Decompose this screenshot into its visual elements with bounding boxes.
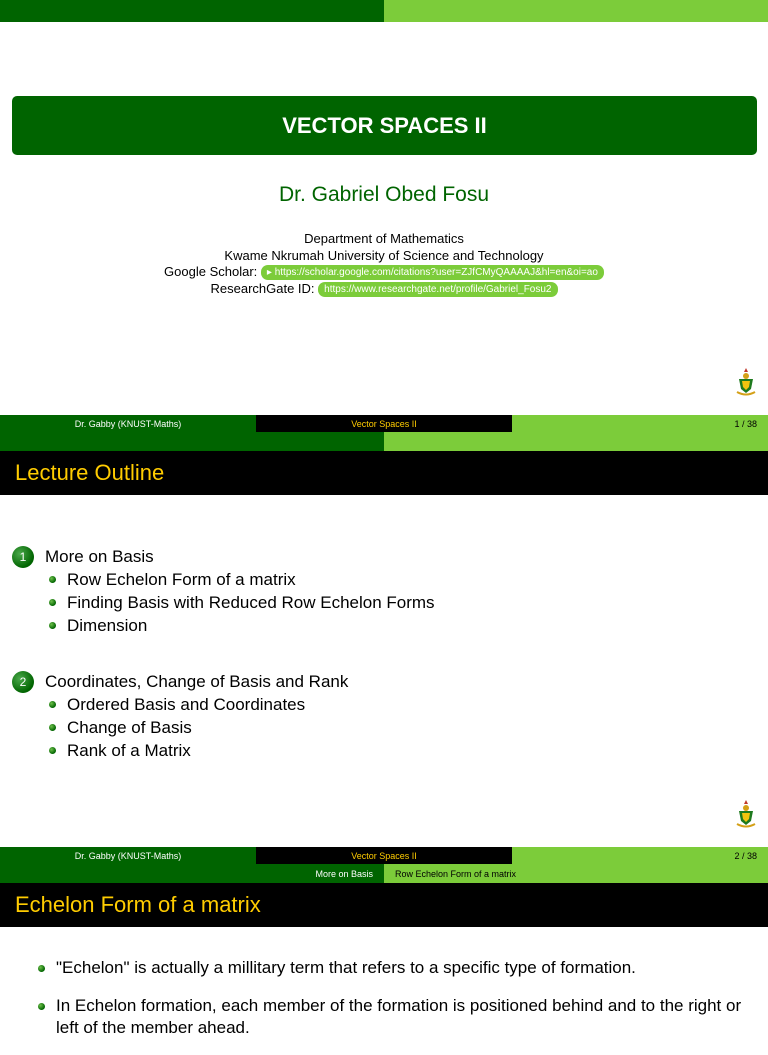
presentation-title: VECTOR SPACES II: [12, 96, 757, 155]
bullet-list: [38, 957, 758, 1055]
knust-crest-icon: [735, 367, 757, 397]
researchgate-row: [0, 281, 768, 298]
bullet-item: [38, 995, 758, 1039]
author-name: Dr. Gabriel Obed Fosu: [278, 183, 490, 206]
frame-title: Echelon Form of a matrix: [0, 883, 768, 927]
scholar-label: Google Scholar:: [164, 264, 258, 279]
bullet-text: In Echelon formation, each member of the formation is positioned behind and to the right or left of the member ahead.: [56, 996, 742, 1037]
top-bar-dark: [0, 0, 384, 22]
footer-page-number: 1 / 38: [512, 415, 768, 432]
institution-block: [0, 231, 768, 297]
researchgate-link[interactable]: https://www.researchgate.net/profile/Gabriel_Fosu2: [318, 282, 557, 297]
nav-section[interactable]: More on Basis: [0, 864, 384, 883]
subsection-label: Dimension: [67, 615, 148, 635]
bullet-icon: [49, 747, 56, 754]
slide-footer: [0, 415, 768, 432]
nav-subsection[interactable]: Row Echelon Form of a matrix: [384, 864, 768, 883]
outline-subsection[interactable]: [12, 693, 752, 716]
subsection-label: Rank of a Matrix: [67, 740, 191, 760]
bullet-icon: [49, 622, 56, 629]
top-color-bar: [0, 432, 768, 451]
scholar-link[interactable]: ▸ https://scholar.google.com/citations?user=ZJfCMyQAAAAJ&hl=en&oi=ao: [261, 265, 604, 280]
subsection-label: Change of Basis: [67, 717, 192, 737]
researchgate-label: ResearchGate ID:: [210, 280, 315, 296]
footer-title: Vector Spaces II: [256, 415, 512, 432]
bullet-icon: [49, 724, 56, 731]
top-bar-light: [384, 0, 768, 22]
bullet-icon: [49, 701, 56, 708]
outline-subsection[interactable]: [12, 568, 752, 591]
bullet-item: [38, 957, 758, 979]
section-number-icon: 2: [12, 671, 34, 693]
subsection-label: Ordered Basis and Coordinates: [67, 694, 306, 714]
section-navigation-bar: [0, 864, 768, 883]
outline-subsection[interactable]: [12, 591, 752, 614]
subsection-label: Row Echelon Form of a matrix: [67, 569, 296, 589]
section-label: More on Basis: [45, 546, 154, 566]
section-label: Coordinates, Change of Basis and Rank: [45, 671, 349, 691]
outline-section[interactable]: [12, 670, 752, 693]
bullet-icon: [38, 965, 45, 972]
footer-author: Dr. Gabby (KNUST-Maths): [0, 415, 256, 432]
top-bar-light: [384, 432, 768, 451]
department: Department of Mathematics: [304, 231, 464, 246]
top-bar-dark: [0, 432, 384, 451]
outline-section[interactable]: [12, 545, 752, 568]
content-slide: [0, 864, 768, 1037]
top-color-bar: [0, 0, 768, 22]
university: Kwame Nkrumah University of Science and Technology: [224, 247, 544, 263]
outline-subsection[interactable]: [12, 739, 752, 762]
footer-title: Vector Spaces II: [256, 847, 512, 864]
slide-footer: [0, 847, 768, 864]
frame-title: Lecture Outline: [0, 451, 768, 495]
scholar-row: [0, 264, 768, 281]
outline-list: [12, 545, 752, 762]
footer-page-number: 2 / 38: [512, 847, 768, 864]
bullet-icon: [49, 576, 56, 583]
knust-crest-icon: [735, 799, 757, 829]
footer-author: Dr. Gabby (KNUST-Maths): [0, 847, 256, 864]
outline-slide: [0, 432, 768, 864]
bullet-icon: [49, 599, 56, 606]
bullet-text: "Echelon" is actually a millitary term that refers to a specific type of formation.: [56, 958, 636, 977]
section-number-icon: 1: [12, 546, 34, 568]
subsection-label: Finding Basis with Reduced Row Echelon Forms: [67, 592, 435, 612]
bullet-icon: [38, 1003, 45, 1010]
title-slide: [0, 0, 768, 432]
outline-subsection[interactable]: [12, 716, 752, 739]
outline-subsection[interactable]: [12, 614, 752, 637]
section-gap: [12, 637, 752, 670]
